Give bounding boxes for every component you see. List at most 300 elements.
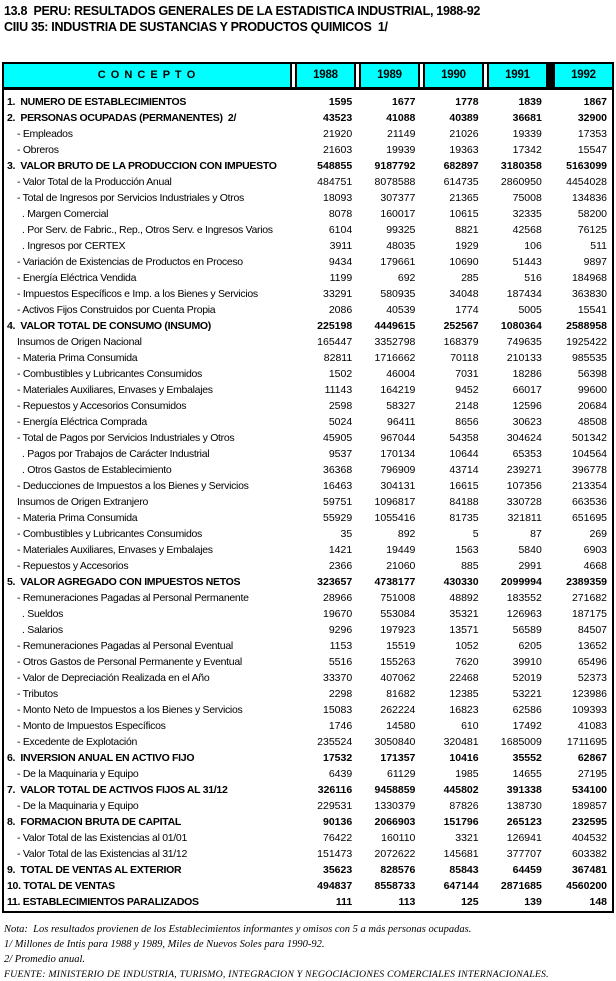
cell-value: 553084: [380, 608, 416, 620]
table-row: [4, 430, 612, 446]
cell-value: 126941: [506, 832, 542, 844]
cell-value: 307377: [380, 192, 416, 204]
cell-value: 9452: [455, 384, 479, 396]
cell-value: 8078: [328, 208, 353, 220]
row-label: - Total de Ingresos por Servicios Industriales y Otros: [17, 192, 244, 204]
cell-value: 87: [530, 528, 542, 540]
cell-value: 2871685: [500, 880, 542, 892]
row-label: - Monto Neto de Impuestos a los Bienes y Servicios: [17, 704, 243, 716]
cell-value: 15519: [386, 640, 416, 652]
cell-value: 43714: [449, 464, 479, 476]
row-label: - Total de Pagos por Servicios Industriales y Otros: [17, 432, 235, 444]
cell-value: 304624: [506, 432, 542, 444]
table-row: [4, 254, 612, 270]
cell-value: 407062: [380, 672, 416, 684]
cell-value: 12596: [512, 400, 542, 412]
table-body: [2, 87, 614, 913]
cell-value: 15541: [577, 304, 608, 316]
cell-value: 5163099: [566, 160, 608, 172]
cell-value: 7031: [455, 368, 479, 380]
cell-value: 21060: [386, 560, 416, 572]
cell-value: 2366: [328, 560, 353, 572]
cell-value: 187175: [571, 608, 608, 620]
cell-value: 81682: [386, 688, 416, 700]
table-header-row: [2, 62, 614, 87]
cell-value: 126963: [506, 608, 542, 620]
cell-value: 148: [589, 896, 608, 908]
notes: [4, 922, 614, 981]
cell-value: 65496: [577, 656, 608, 668]
year-column-header: 1991: [487, 64, 548, 87]
row-label: - Obreros: [17, 144, 59, 156]
cell-value: 4738177: [374, 576, 416, 588]
cell-value: 17492: [512, 720, 542, 732]
cell-value: 164219: [380, 384, 416, 396]
row-label: - Activos Fijos Construidos por Cuenta Propia: [17, 304, 216, 316]
row-label: - De la Maquinaria y Equipo: [17, 800, 139, 812]
cell-value: 1153: [329, 640, 353, 652]
cell-value: 61129: [386, 768, 416, 780]
row-label: - Repuestos y Accesorios Consumidos: [17, 400, 187, 412]
cell-value: 48508: [577, 416, 608, 428]
row-label: - Deducciones de Impuestos a los Bienes y Servicios: [17, 480, 249, 492]
cell-value: 168379: [443, 336, 479, 348]
cell-value: 9296: [328, 624, 353, 636]
cell-value: 51443: [512, 256, 542, 268]
table-row: [4, 862, 612, 878]
cell-value: 87826: [449, 800, 479, 812]
cell-value: 2588958: [566, 320, 608, 332]
cell-value: 171357: [380, 752, 416, 764]
cell-value: 62586: [512, 704, 542, 716]
row-label: - Tributos: [17, 688, 58, 700]
table-row: [4, 766, 612, 782]
cell-value: 12385: [449, 688, 479, 700]
table-row: [4, 782, 612, 798]
cell-value: 580935: [380, 288, 416, 300]
note-line: 1/ Millones de Intis para 1988 y 1989, Miles de Nuevos Soles para 1990-92.: [4, 939, 325, 950]
table-row: [4, 750, 612, 766]
cell-value: 1778: [455, 96, 479, 108]
cell-value: 16463: [323, 480, 353, 492]
cell-value: 271682: [571, 592, 608, 604]
cell-value: 64459: [512, 864, 542, 876]
cell-value: 19449: [386, 544, 416, 556]
cell-value: 179661: [380, 256, 416, 268]
cell-value: 9458859: [374, 784, 416, 796]
table-row: [4, 206, 612, 222]
row-label: - Remuneraciones Pagadas al Personal Permanente: [17, 592, 249, 604]
cell-value: 187434: [506, 288, 542, 300]
cell-value: 10615: [449, 208, 479, 220]
cell-value: 1925422: [566, 336, 608, 348]
cell-value: 367481: [571, 864, 608, 876]
cell-value: 213354: [571, 480, 608, 492]
cell-value: 210133: [506, 352, 542, 364]
cell-value: 139: [524, 896, 542, 908]
cell-value: 363830: [571, 288, 608, 300]
table-row: [4, 126, 612, 142]
cell-value: 225198: [317, 320, 353, 332]
row-label: 5. VALOR AGREGADO CON IMPUESTOS NETOS: [7, 576, 241, 588]
table-row: [4, 542, 612, 558]
cell-value: 13571: [449, 624, 479, 636]
cell-value: 17342: [512, 144, 542, 156]
cell-value: 46004: [386, 368, 416, 380]
cell-value: 265123: [506, 816, 542, 828]
cell-value: 967044: [380, 432, 416, 444]
table-row: [4, 590, 612, 606]
cell-value: 155263: [380, 656, 416, 668]
cell-value: 53221: [512, 688, 542, 700]
cell-value: 3321: [455, 832, 479, 844]
cell-value: 534100: [571, 784, 608, 796]
table-row: [4, 158, 612, 174]
cell-value: 5840: [518, 544, 542, 556]
cell-value: 36368: [323, 464, 353, 476]
table-row: [4, 798, 612, 814]
cell-value: 22468: [449, 672, 479, 684]
cell-value: 32900: [577, 112, 608, 124]
cell-value: 107356: [506, 480, 542, 492]
cell-value: 4668: [583, 560, 608, 572]
cell-value: 85843: [449, 864, 479, 876]
table-row: [4, 606, 612, 622]
cell-value: 6439: [328, 768, 353, 780]
cell-value: 32335: [512, 208, 542, 220]
year-column-header: 1989: [359, 64, 420, 87]
table-row: [4, 510, 612, 526]
cell-value: 35623: [323, 864, 353, 876]
row-label: - Combustibles y Lubricantes Consumidos: [17, 368, 202, 380]
row-label: 3. VALOR BRUTO DE LA PRODUCCION CON IMPUESTO: [7, 160, 277, 172]
row-label: - Valor Total de la Producción Anual: [17, 176, 172, 188]
row-label: - Materiales Auxiliares, Envases y Embalajes: [17, 544, 213, 556]
cell-value: 2148: [455, 400, 479, 412]
cell-value: 35552: [512, 752, 542, 764]
cell-value: 330728: [506, 496, 542, 508]
row-label: - Materia Prima Consumida: [17, 352, 138, 364]
row-label: 1. NUMERO DE ESTABLECIMIENTOS: [7, 96, 187, 108]
cell-value: 445802: [443, 784, 479, 796]
row-label: - Otros Gastos de Personal Permanente y Eventual: [17, 656, 242, 668]
cell-value: 232595: [571, 816, 608, 828]
cell-value: 9537: [328, 448, 353, 460]
cell-value: 62867: [577, 752, 608, 764]
table-row: [4, 334, 612, 350]
cell-value: 113: [398, 896, 416, 908]
cell-value: 35321: [449, 608, 479, 620]
cell-value: 19363: [449, 144, 479, 156]
cell-value: 17532: [323, 752, 353, 764]
cell-value: 8078588: [374, 176, 416, 188]
cell-value: 1929: [455, 240, 479, 252]
cell-value: 2086: [328, 304, 353, 316]
table-row: [4, 878, 612, 894]
cell-value: 614735: [443, 176, 479, 188]
cell-value: 1867: [583, 96, 608, 108]
row-label: - Variación de Existencias de Productos en Proceso: [17, 256, 243, 268]
cell-value: 1502: [328, 368, 353, 380]
cell-value: 8558733: [374, 880, 416, 892]
cell-value: 90136: [323, 816, 353, 828]
row-label: 4. VALOR TOTAL DE CONSUMO (INSUMO): [7, 320, 211, 332]
cell-value: 10644: [449, 448, 479, 460]
table-row: [4, 478, 612, 494]
row-label: 8. FORMACION BRUTA DE CAPITAL: [7, 816, 181, 828]
cell-value: 1199: [329, 272, 353, 284]
page-subtitle: CIIU 35: INDUSTRIA DE SUSTANCIAS Y PRODUCTOS QUIMICOS 1/: [4, 20, 388, 34]
table-row: [4, 894, 612, 910]
cell-value: 1985: [455, 768, 479, 780]
cell-value: 682897: [443, 160, 479, 172]
cell-value: 33370: [323, 672, 353, 684]
cell-value: 45905: [323, 432, 353, 444]
cell-value: 1839: [518, 96, 542, 108]
cell-value: 1096817: [374, 496, 416, 508]
cell-value: 663536: [571, 496, 608, 508]
cell-value: 1052: [455, 640, 479, 652]
cell-value: 52019: [512, 672, 542, 684]
table-row: [4, 846, 612, 862]
row-label: . Margen Comercial: [22, 208, 109, 220]
cell-value: 885: [461, 560, 479, 572]
cell-value: 516: [524, 272, 542, 284]
cell-value: 326116: [317, 784, 353, 796]
cell-value: 39910: [512, 656, 542, 668]
cell-value: 3911: [329, 240, 353, 252]
cell-value: 1716662: [374, 352, 416, 364]
cell-value: 610: [461, 720, 479, 732]
cell-value: 6104: [328, 224, 353, 236]
row-label: - Remuneraciones Pagadas al Personal Eventual: [17, 640, 233, 652]
table-row: [4, 382, 612, 398]
cell-value: 1330379: [374, 800, 416, 812]
cell-value: 14655: [512, 768, 542, 780]
cell-value: 16615: [449, 480, 479, 492]
cell-value: 58327: [386, 400, 416, 412]
cell-value: 36681: [512, 112, 542, 124]
cell-value: 1055416: [374, 512, 416, 524]
table-row: [4, 174, 612, 190]
cell-value: 3050840: [374, 736, 416, 748]
table-row: [4, 654, 612, 670]
cell-value: 404532: [571, 832, 608, 844]
table-row: [4, 398, 612, 414]
row-label: 2. PERSONAS OCUPADAS (PERMANENTES) 2/: [7, 112, 237, 124]
table-row: [4, 574, 612, 590]
cell-value: 1595: [328, 96, 353, 108]
cell-value: 42568: [512, 224, 542, 236]
table-row: [4, 734, 612, 750]
row-label: - Energía Eléctrica Vendida: [17, 272, 137, 284]
year-column-header: 1988: [295, 64, 356, 87]
cell-value: 6903: [583, 544, 608, 556]
cell-value: 43523: [323, 112, 353, 124]
cell-value: 430330: [443, 576, 479, 588]
cell-value: 828576: [380, 864, 416, 876]
cell-value: 16823: [449, 704, 479, 716]
table-row: [4, 286, 612, 302]
cell-value: 2860950: [500, 176, 542, 188]
cell-value: 17353: [577, 128, 608, 140]
cell-value: 84507: [577, 624, 608, 636]
cell-value: 647144: [443, 880, 479, 892]
cell-value: 692: [397, 272, 416, 284]
cell-value: 125: [461, 896, 479, 908]
cell-value: 9897: [583, 256, 608, 268]
cell-value: 1421: [328, 544, 353, 556]
row-label: - Energía Eléctrica Comprada: [17, 416, 147, 428]
cell-value: 58200: [577, 208, 608, 220]
cell-value: 8656: [455, 416, 479, 428]
table-row: [4, 446, 612, 462]
cell-value: 3180358: [500, 160, 542, 172]
cell-value: 10690: [449, 256, 479, 268]
cell-value: 2598: [328, 400, 353, 412]
row-label: 7. VALOR TOTAL DE ACTIVOS FIJOS AL 31/12: [7, 784, 228, 796]
table-row: [4, 638, 612, 654]
cell-value: 35: [340, 528, 353, 540]
cell-value: 76422: [323, 832, 353, 844]
cell-value: 11143: [324, 384, 353, 396]
cell-value: 165447: [317, 336, 353, 348]
table-row: [4, 270, 612, 286]
cell-value: 396778: [571, 464, 608, 476]
cell-value: 548855: [317, 160, 353, 172]
cell-value: 76125: [577, 224, 608, 236]
cell-value: 40389: [449, 112, 479, 124]
cell-value: 21026: [449, 128, 479, 140]
table-row: [4, 110, 612, 126]
table-row: [4, 302, 612, 318]
table-row: [4, 366, 612, 382]
cell-value: 511: [590, 240, 608, 252]
cell-value: 9434: [328, 256, 353, 268]
cell-value: 9187792: [374, 160, 416, 172]
table-row: [4, 142, 612, 158]
cell-value: 1774: [455, 304, 479, 316]
cell-value: 189857: [571, 800, 608, 812]
cell-value: 151796: [443, 816, 479, 828]
cell-value: 1746: [328, 720, 353, 732]
table-row: [4, 526, 612, 542]
cell-value: 494837: [317, 880, 353, 892]
cell-value: 99600: [577, 384, 608, 396]
cell-value: 4449615: [374, 320, 416, 332]
table-row: [4, 702, 612, 718]
cell-value: 41088: [386, 112, 416, 124]
cell-value: 262224: [380, 704, 416, 716]
cell-value: 321811: [507, 512, 542, 524]
page-title: 13.8 PERU: RESULTADOS GENERALES DE LA ESTADISTICA INDUSTRIAL, 1988-92: [4, 4, 481, 18]
cell-value: 160017: [380, 208, 416, 220]
cell-value: 21603: [323, 144, 353, 156]
row-label: - Impuestos Específicos e Imp. a los Bienes y Servicios: [17, 288, 258, 300]
cell-value: 13652: [577, 640, 608, 652]
cell-value: 111: [335, 896, 353, 908]
cell-value: 8821: [455, 224, 479, 236]
cell-value: 229531: [317, 800, 353, 812]
cell-value: 134836: [571, 192, 608, 204]
cell-value: 5516: [328, 656, 353, 668]
cell-value: 603382: [571, 848, 608, 860]
table-row: [4, 222, 612, 238]
cell-value: 377707: [506, 848, 542, 860]
cell-value: 33291: [323, 288, 353, 300]
cell-value: 19339: [512, 128, 542, 140]
row-label: 10. TOTAL DE VENTAS: [7, 880, 115, 892]
year-column-header: 1992: [553, 64, 614, 87]
cell-value: 160110: [381, 832, 416, 844]
note-line: Nota: Los resultados provienen de los Establecimientos informantes y omisos con 5 a más personas ocupadas.: [4, 924, 472, 935]
cell-value: 30623: [512, 416, 542, 428]
cell-value: 4454028: [566, 176, 608, 188]
row-label: - Empleados: [17, 128, 73, 140]
table-row: [4, 462, 612, 478]
cell-value: 41083: [577, 720, 608, 732]
table-row: [4, 814, 612, 830]
cell-value: 10416: [449, 752, 479, 764]
cell-value: 985535: [571, 352, 608, 364]
cell-value: 2298: [328, 688, 353, 700]
cell-value: 6205: [518, 640, 542, 652]
cell-value: 285: [461, 272, 479, 284]
cell-value: 1685009: [500, 736, 542, 748]
table-row: [4, 318, 612, 334]
cell-value: 104564: [571, 448, 608, 460]
cell-value: 235524: [317, 736, 353, 748]
row-label: Insumos de Origen Nacional: [17, 336, 142, 348]
cell-value: 751008: [380, 592, 416, 604]
cell-value: 19670: [323, 608, 353, 620]
cell-value: 65353: [512, 448, 542, 460]
table-row: [4, 830, 612, 846]
row-label: - Valor Total de las Existencias al 31/12: [17, 848, 187, 860]
cell-value: 892: [397, 528, 416, 540]
row-label: . Pagos por Trabajos de Carácter Industrial: [22, 448, 210, 460]
table-row: [4, 558, 612, 574]
row-label: 9. TOTAL DE VENTAS AL EXTERIOR: [7, 864, 182, 876]
cell-value: 1563: [455, 544, 479, 556]
cell-value: 20684: [577, 400, 608, 412]
table-row: [4, 238, 612, 254]
table-row: [4, 494, 612, 510]
cell-value: 170134: [380, 448, 416, 460]
row-label: . Por Serv. de Fabric., Rep., Otros Serv. e Ingresos Varios: [22, 224, 273, 236]
row-label: 11. ESTABLECIMIENTOS PARALIZADOS: [7, 896, 199, 908]
note-line: FUENTE: MINISTERIO DE INDUSTRIA, TURISMO, INTEGRACION Y NEGOCIACIONES COMERCIALES INTERNACIONALES.: [4, 969, 549, 980]
table-row: [4, 350, 612, 366]
cell-value: 21920: [323, 128, 353, 140]
cell-value: 796909: [380, 464, 416, 476]
cell-value: 109393: [571, 704, 608, 716]
row-label: - Valor Total de las Existencias al 01/01: [17, 832, 187, 844]
cell-value: 75008: [512, 192, 542, 204]
table-row: [4, 670, 612, 686]
cell-value: 56589: [512, 624, 542, 636]
row-label: - De la Maquinaria y Equipo: [17, 768, 139, 780]
cell-value: 2099994: [500, 576, 542, 588]
cell-value: 99325: [386, 224, 416, 236]
cell-value: 304131: [380, 480, 416, 492]
row-label: . Sueldos: [22, 608, 64, 620]
cell-value: 151473: [317, 848, 353, 860]
cell-value: 34048: [449, 288, 479, 300]
cell-value: 2389359: [566, 576, 608, 588]
row-label: - Combustibles y Lubricantes Consumidos: [17, 528, 202, 540]
cell-value: 21149: [386, 128, 416, 140]
